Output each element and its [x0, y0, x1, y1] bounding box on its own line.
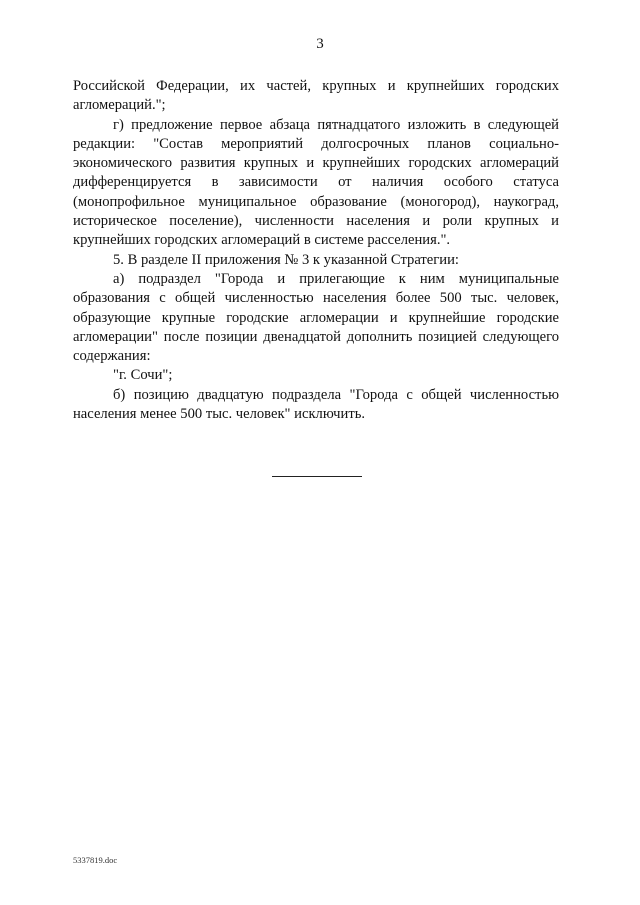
paragraph-item-b: б) позицию двадцатую подраздела "Города с общей численностью населения менее 500 тыс. человек" исключить.: [73, 386, 559, 423]
document-body: [73, 77, 559, 424]
page-number: 3: [316, 36, 324, 52]
paragraph-item-a: а) подраздел "Города и прилегающие к ним муниципальные образования с общей численностью населения более 500 тыс. человек, образующие крупные городские агломерации и крупнейшие городские агломерации" после позиции двенадцатой дополнить позицией следующего содержания:: [73, 270, 559, 365]
paragraph-section-5: 5. В разделе II приложения № 3 к указанной Стратегии:: [113, 251, 459, 268]
paragraph-item-g: г) предложение первое абзаца пятнадцатого изложить в следующей редакции: "Состав мероприятий долгосрочных планов социально-экономического развития крупных и крупнейших городских агломераций дифференцируется в зависимости от наличия особого статуса (монопрофильное муниципальное образование (моногород), наукоград, историческое поселение), численности населения и роли крупных и крупнейших городских агломераций в системе расселения.".: [73, 116, 559, 249]
paragraph-sochi: "г. Сочи";: [113, 367, 173, 384]
footer-document-id: 5337819.doc: [73, 855, 118, 865]
end-separator-line: [272, 476, 362, 477]
paragraph-continuation: Российской Федерации, их частей, крупных и крупнейших городских агломераций.";: [73, 78, 559, 114]
